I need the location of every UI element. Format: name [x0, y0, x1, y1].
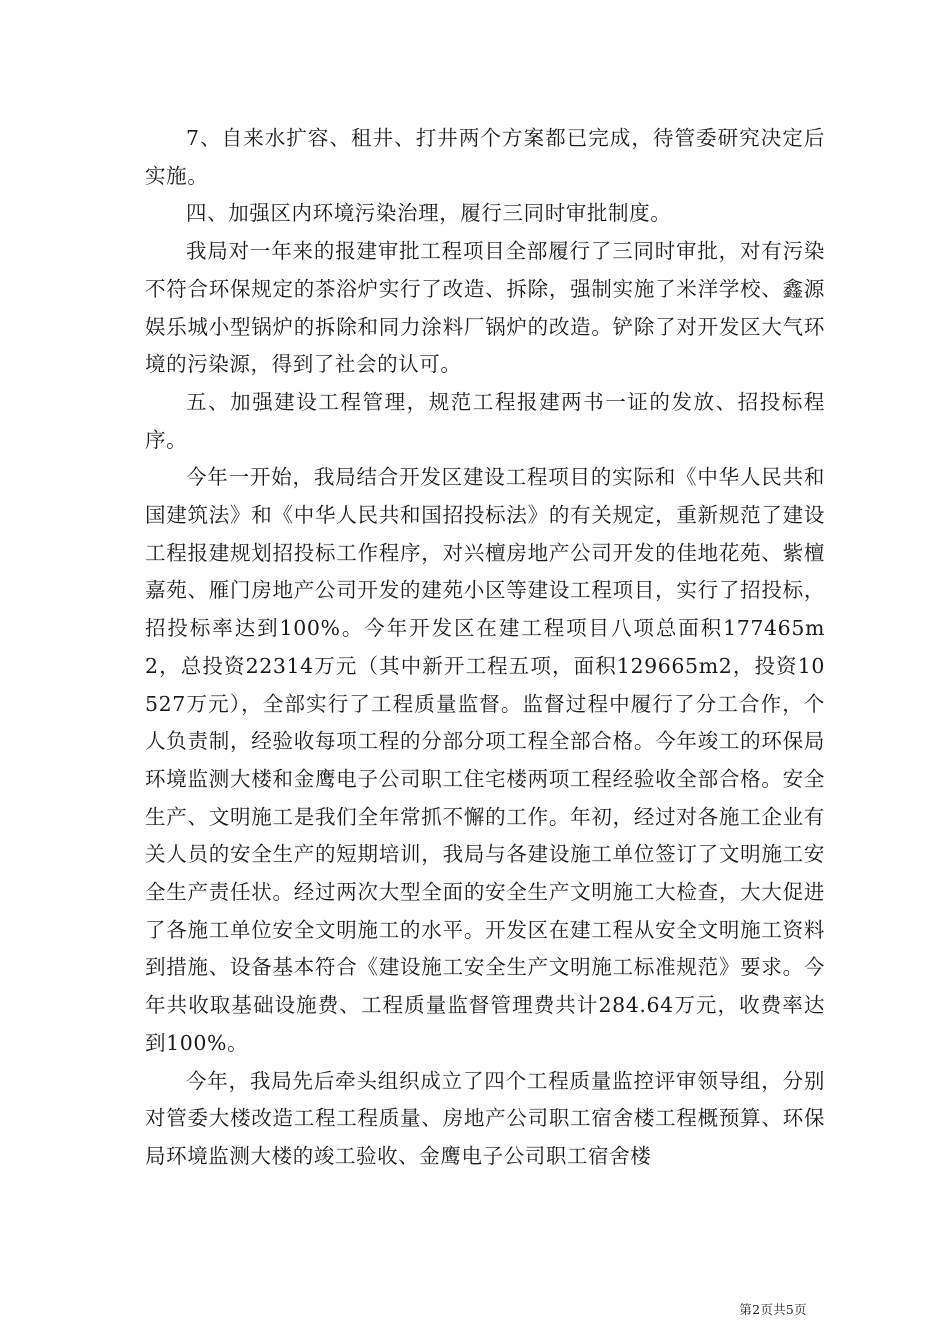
- paragraph-item-7: 7、自来水扩容、租井、打井两个方案都已完成，待管委研究决定后实施。: [145, 126, 825, 188]
- document-body: [145, 120, 825, 1176]
- paragraph-quality-review: 今年，我局先后牵头组织成立了四个工程质量监控评审领导组，分别对管委大楼改造工程工程质量、房地产公司职工宿舍楼工程概预算、环保局环境监测大楼的竣工验收、金鹰电子公司职工宿舍楼: [145, 1068, 825, 1168]
- paragraph-pollution-approval: 我局对一年来的报建审批工程项目全部履行了三同时审批，对有污染不符合环保规定的茶浴炉实行了改造、拆除，强制实施了米洋学校、鑫源娱乐城小型锅炉的拆除和同力涂料厂锅炉的改造。铲除了对开发区大气环境的污染源，得到了社会的认可。: [145, 239, 825, 377]
- paragraph-construction-management: 今年一开始，我局结合开发区建设工程项目的实际和《中华人民共和国建筑法》和《中华人民共和国招投标法》的有关规定，重新规范了建设工程报建规划招投标工作程序，对兴檀房地产公司开发的佳地花苑、紫檀嘉苑、雁门房地产公司开发的建苑小区等建设工程项目，实行了招投标，招投标率达到100%。今年开发区在建工程项目八项总面积177465m2，总投资22314万元（其中新开工程五项，面积129665m2，投资10527万元），全部实行了工程质量监督。监督过程中履行了分工合作，个人负责制，经验收每项工程的分部分项工程全部合格。今年竣工的环保局环境监测大楼和金鹰电子公司职工住宅楼两项工程经验收全部合格。安全生产、文明施工是我们全年常抓不懈的工作。年初，经过对各施工企业有关人员的安全生产的短期培训，我局与各建设施工单位签订了文明施工安全生产责任状。经过两次大型全面的安全生产文明施工大检查，大大促进了各施工单位安全文明施工的水平。开发区在建工程从安全文明施工资料到措施、设备基本符合《建设施工安全生产文明施工标准规范》要求。今年共收取基础设施费、工程质量监督管理费共计284.64万元，收费率达到100%。: [145, 465, 825, 1055]
- section-heading-four: 四、加强区内环境污染治理，履行三同时审批制度。: [186, 201, 672, 226]
- section-heading-five: 五、加强建设工程管理，规范工程报建两书一证的发放、招投标程序。: [145, 389, 825, 452]
- page-number-footer: 第2页共5页: [739, 1302, 807, 1317]
